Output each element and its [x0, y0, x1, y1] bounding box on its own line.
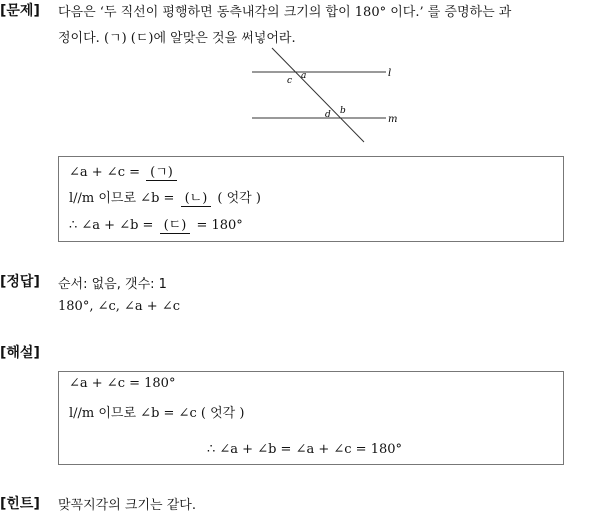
proof-line-3 [69, 214, 243, 234]
answer-line-1: 순서: 없음, 갯수: 1 [58, 277, 167, 292]
proof-line-1 [69, 161, 179, 181]
blank-3: (ㄷ) [160, 214, 191, 234]
proof-line-2 [69, 187, 261, 207]
proof-line-2-text: l//m 이므로 ∠b = [69, 191, 175, 206]
label-b: b [340, 106, 346, 116]
label-a: a [301, 71, 307, 81]
hint-tag: [힌트] [0, 496, 40, 512]
answer-tag: [정답] [0, 274, 40, 290]
explanation-box [58, 371, 564, 465]
label-l: l [388, 68, 392, 79]
proof-box [58, 156, 564, 242]
explanation-line-1: ∠a + ∠c = 180° [69, 376, 176, 391]
parallel-lines-figure [240, 42, 410, 146]
proof-line-2-suffix: ( 엇각 ) [217, 191, 261, 206]
transversal-line [272, 48, 364, 142]
hint-text: 맞꼭지각의 크기는 같다. [58, 498, 196, 513]
answer-line-2: 180°, ∠c, ∠a + ∠c [58, 299, 180, 314]
proof-line-3-suffix: = 180° [196, 218, 243, 233]
blank-2: (ㄴ) [181, 187, 212, 207]
blank-1: (ㄱ) [146, 161, 177, 181]
problem-line-1: 다음은 ‘두 직선이 평행하면 동측내각의 크기의 합이 180° 이다.’ 를 증명하는 과 [58, 5, 512, 20]
explanation-line-2: l//m 이므로 ∠b = ∠c ( 엇각 ) [69, 406, 245, 421]
explanation-tag: [해설] [0, 345, 40, 361]
label-c: c [287, 76, 293, 86]
label-d: d [325, 110, 331, 120]
problem-line-2: 정이다. (ㄱ) (ㄷ)에 알맞은 것을 써넣어라. [58, 31, 296, 46]
proof-line-1-text: ∠a + ∠c = [69, 165, 140, 180]
label-m: m [388, 114, 398, 125]
problem-tag: [문제] [0, 3, 40, 19]
explanation-line-3: ∴ ∠a + ∠b = ∠a + ∠c = 180° [207, 442, 403, 457]
proof-line-3-text: ∴ ∠a + ∠b = [69, 218, 154, 233]
